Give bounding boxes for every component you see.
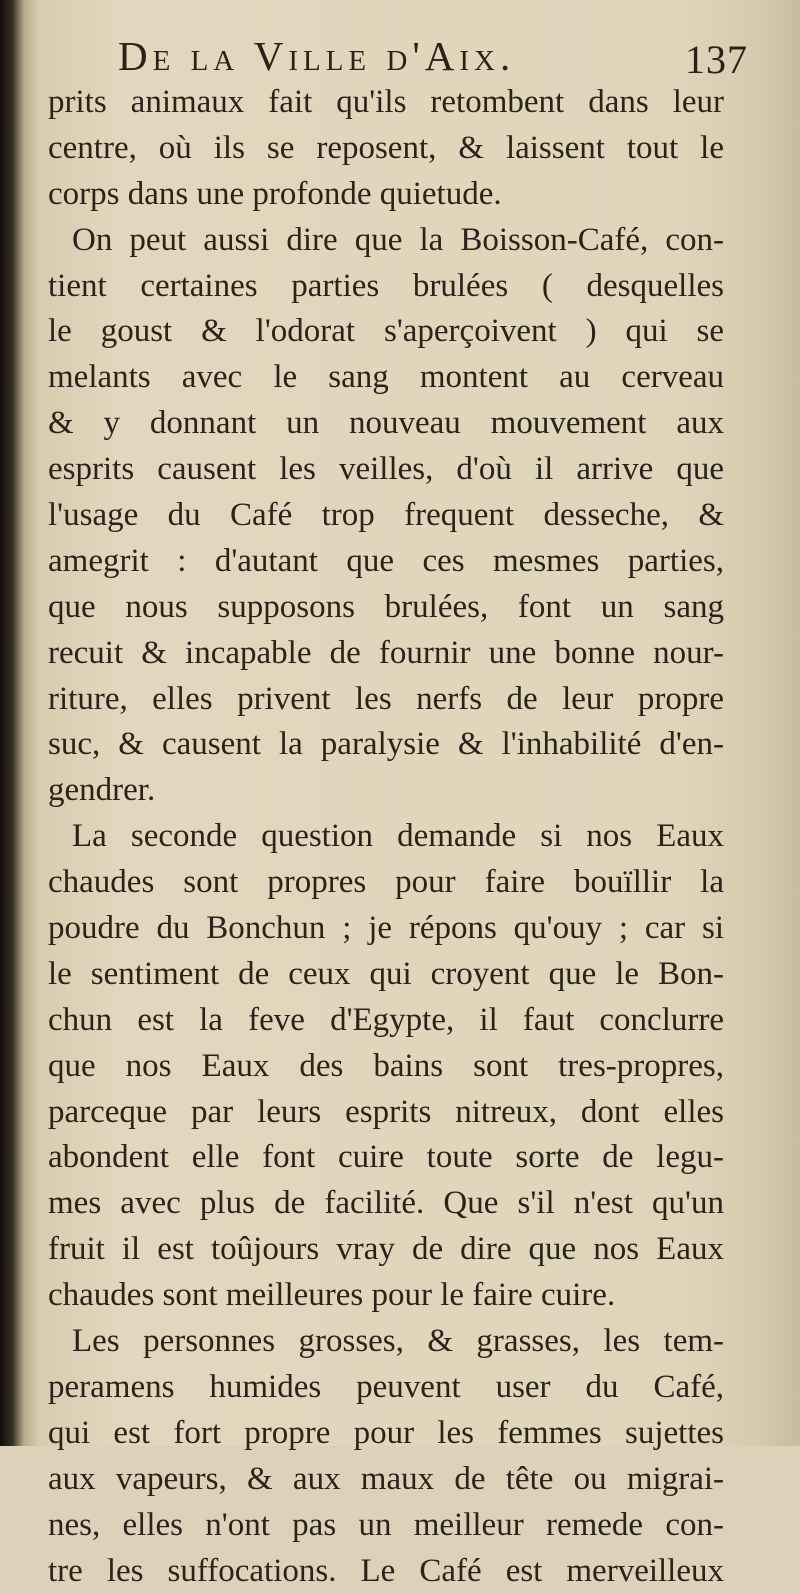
text-line: chun est la feve d'Egypte, il faut conclurre (48, 998, 724, 1044)
text-line: recuit & incapable de fournir une bonne nour- (48, 631, 724, 677)
text-line: prits animaux fait qu'ils retombent dans leur (48, 80, 724, 126)
text-line: fruit il est toûjours vray de dire que nos Eaux (48, 1227, 724, 1273)
text-line: & y donnant un nouveau mouvement aux (48, 401, 724, 447)
text-line: le goust & l'odorat s'aperçoivent ) qui se (48, 309, 724, 355)
text-line: chaudes sont meilleures pour le faire cuire. (48, 1273, 724, 1319)
text-line: peramens humides peuvent user du Café, (48, 1365, 724, 1411)
text-line: riture, elles privent les nerfs de leur propre (48, 677, 724, 723)
text-line: corps dans une profonde quietude. (48, 172, 724, 218)
page-number: 137 (685, 36, 748, 83)
text-line: parceque par leurs esprits nitreux, dont elles (48, 1090, 724, 1136)
text-line: amegrit : d'autant que ces mesmes parties, (48, 539, 724, 585)
text-line: mes avec plus de facilité. Que s'il n'est qu'un (48, 1181, 724, 1227)
text-line: tient certaines parties brulées ( desquelles (48, 264, 724, 310)
text-line: esprits causent les veilles, d'où il arrive que (48, 447, 724, 493)
text-line: La seconde question demande si nos Eaux (48, 814, 724, 860)
text-line: que nous supposons brulées, font un sang (48, 585, 724, 631)
text-line: qui est fort propre pour les femmes sujettes (48, 1411, 724, 1457)
body-text (48, 80, 724, 1594)
text-line: centre, où ils se reposent, & laissent tout le (48, 126, 724, 172)
text-line: Les personnes grosses, & grasses, les tem- (48, 1319, 724, 1365)
text-line: le sentiment de ceux qui croyent que le Bon- (48, 952, 724, 998)
text-line: poudre du Bonchun ; je répons qu'ouy ; car si (48, 906, 724, 952)
running-head: De la Ville d'Aix. (118, 32, 515, 80)
text-line: que nos Eaux des bains sont tres-propres, (48, 1044, 724, 1090)
book-spine-shadow (0, 0, 18, 1446)
text-line: nes, elles n'ont pas un meilleur remede con- (48, 1503, 724, 1549)
text-line: abondent elle font cuire toute sorte de legu- (48, 1135, 724, 1181)
text-line: aux vapeurs, & aux maux de tête ou migrai- (48, 1457, 724, 1503)
text-line: On peut aussi dire que la Boisson-Café, con- (48, 218, 724, 264)
text-line: melants avec le sang montent au cerveau (48, 355, 724, 401)
text-line: suc, & causent la paralysie & l'inhabilité d'en- (48, 722, 724, 768)
text-line: tre les suffocations. Le Café est merveilleux (48, 1549, 724, 1594)
text-line: l'usage du Café trop frequent desseche, & (48, 493, 724, 539)
text-line: chaudes sont propres pour faire bouïllir la (48, 860, 724, 906)
text-line: gendrer. (48, 768, 724, 814)
